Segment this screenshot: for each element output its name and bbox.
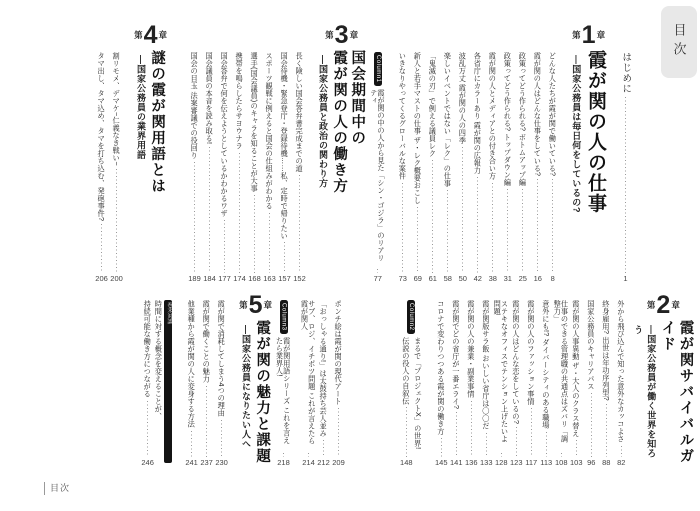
toc-entry bbox=[465, 300, 478, 466]
dotted-leader bbox=[552, 179, 553, 272]
toc-lower-band bbox=[36, 291, 700, 467]
chapter-title-group bbox=[240, 320, 271, 464]
page-number: 141 bbox=[449, 457, 463, 467]
entry-title: 「おっしゃる通り!」は太鼓持ち芸人並み bbox=[319, 300, 329, 438]
chapter-5-block bbox=[184, 291, 276, 467]
page-footer-label: 目次 bbox=[44, 482, 70, 495]
entry-title: コロナで変わりつつある霞が関の働き方 bbox=[436, 300, 446, 435]
toc-entry bbox=[203, 52, 216, 282]
dotted-leader bbox=[194, 162, 195, 272]
dotted-leader bbox=[537, 179, 538, 272]
entry-title: タマ出し、タマ込め、タマを打ち込む、発砲事件? bbox=[97, 52, 107, 222]
entry-title: 国家公務員のキャリアパス bbox=[586, 300, 596, 390]
dotted-leader bbox=[486, 433, 487, 457]
chapter-2-block bbox=[398, 291, 694, 467]
dotted-leader bbox=[456, 412, 457, 456]
dotted-leader bbox=[402, 183, 403, 273]
chapter-title: 霞が関サバイバルガイド bbox=[659, 319, 694, 464]
toc-upper-band bbox=[36, 21, 700, 283]
page-number: 103 bbox=[569, 457, 583, 467]
chapter-subtitle: ―国家公務員の業界用語 bbox=[135, 54, 146, 159]
chapter-number-prefix: 第 bbox=[646, 300, 656, 310]
entry-title: 政策ってどう作られる? トップダウン編 bbox=[503, 52, 513, 187]
entry-title: 国会議員の本音を読み取る! bbox=[205, 52, 215, 145]
chapter-subtitle: ―国家公務員と政治の関わり方 bbox=[318, 54, 328, 188]
toc-entry bbox=[278, 52, 291, 282]
chapter-subtitle: ―国家公務員が働く世界を知ろう bbox=[633, 324, 657, 458]
chapter-1-block bbox=[369, 21, 611, 283]
toc-entry bbox=[486, 52, 499, 282]
entry-title: 霞が関で消耗してしまう4つの理由 bbox=[217, 300, 227, 417]
chapter-number bbox=[239, 291, 273, 319]
toc-entry bbox=[95, 52, 108, 282]
entry-title: 「鬼滅の刃」で例える議員レク bbox=[428, 52, 438, 157]
entry-title: 霞が関の人のファッション事情 bbox=[526, 300, 536, 405]
dotted-leader bbox=[447, 190, 448, 273]
chapter-entries bbox=[184, 294, 229, 466]
dotted-leader bbox=[516, 427, 517, 456]
entry-title: サブ、ロジ、イチポツ問題 これが言えたら霞が関人 bbox=[300, 300, 317, 445]
chapter-number bbox=[325, 21, 359, 49]
dotted-leader bbox=[147, 401, 148, 457]
column-badge: Column1 bbox=[374, 52, 382, 86]
chapter-number bbox=[572, 21, 606, 49]
toc-entry bbox=[302, 300, 315, 466]
page-number: 218 bbox=[277, 457, 290, 467]
toc-entry bbox=[263, 52, 276, 282]
chapter-number-suffix: 章 bbox=[349, 30, 359, 40]
entry-title: 割リモメ、デマケ~仁義なき戦い~ bbox=[112, 52, 122, 166]
chapter-number-suffix: 章 bbox=[158, 30, 167, 40]
page-number: 128 bbox=[494, 457, 508, 467]
entry-title: 霞が関で働くことの魅力 bbox=[202, 300, 212, 383]
chapter-ch4b-block bbox=[276, 294, 346, 466]
entry-title: 伝説の役人の自叙伝 bbox=[401, 336, 411, 405]
toc-entry bbox=[531, 52, 544, 282]
page-number: 108 bbox=[554, 457, 568, 467]
entry-title: 霞が関の人事異動 ザ・大人のクラス替え bbox=[571, 300, 581, 438]
toc-entry bbox=[570, 300, 583, 466]
page-number: 1 bbox=[623, 273, 628, 283]
entry-title: 霞が関の中の人から見た「シン・ゴジラ」のリアリティ bbox=[369, 88, 386, 262]
entry-title: ステキなオフィスでテンション上げたいよ問題 bbox=[493, 300, 510, 443]
chapter-title: 霞が関の人の働き方 bbox=[331, 49, 348, 194]
chapter-subtitle: ―国家公務員は毎日何をしているの? bbox=[571, 54, 582, 213]
page-number: 96 bbox=[587, 457, 596, 467]
chapter-5-header bbox=[239, 291, 273, 466]
entry-title: 霞が関の人とメディアとの付き合い方 bbox=[488, 52, 498, 180]
chapter-title: 国会期間中の bbox=[349, 49, 366, 146]
chapter-2-header bbox=[633, 291, 694, 466]
toc-entry bbox=[450, 300, 463, 466]
entry-title: 霞が関でどの省庁が一番エライ? bbox=[451, 300, 461, 410]
entry-title: 選手(国会議員)のキャラを知ることが大事 bbox=[250, 52, 260, 193]
toc-entry bbox=[456, 52, 469, 282]
appendix-dialogue-block bbox=[140, 294, 172, 466]
page-number: 212 bbox=[317, 457, 330, 467]
entry-title: 霞が関版サラ飯 おいしい省庁は〇〇だ bbox=[481, 300, 491, 430]
toc-entry bbox=[399, 300, 423, 466]
chapter-number-prefix: 第 bbox=[572, 30, 581, 40]
page-number: 177 bbox=[218, 273, 231, 283]
dotted-leader bbox=[492, 183, 493, 273]
toc-entry bbox=[516, 52, 529, 282]
entry-title: 各省庁にカラーあり 霞が関の広報力 bbox=[473, 52, 483, 175]
page-number: 148 bbox=[400, 457, 413, 467]
dotted-leader bbox=[308, 453, 309, 456]
page-number: 123 bbox=[509, 457, 523, 467]
dotted-leader bbox=[284, 242, 285, 272]
page-number: 214 bbox=[302, 457, 315, 467]
chapter-title-group bbox=[317, 50, 366, 194]
dotted-leader bbox=[522, 189, 523, 272]
page-number: 200 bbox=[110, 273, 123, 283]
page-number: 152 bbox=[293, 273, 306, 283]
page-number: 38 bbox=[488, 273, 497, 283]
appendix-badge: 巻末対談 bbox=[164, 300, 172, 463]
entry-title: 携帯を鳴らしたらサヨウナラ bbox=[235, 52, 245, 150]
entry-title: 霞が関の人の兼業・副業事情 bbox=[466, 300, 476, 398]
dotted-leader bbox=[206, 386, 207, 457]
chapter-3-block bbox=[187, 21, 370, 283]
toc-entry bbox=[600, 300, 613, 466]
column-badge: Column2 bbox=[407, 300, 415, 334]
chapter-number-prefix: 第 bbox=[325, 30, 334, 40]
dotted-leader bbox=[269, 213, 270, 273]
page-number: 184 bbox=[203, 273, 216, 283]
entry-title: 持続可能な働き方につながる bbox=[143, 300, 153, 398]
entry-title: はじめに bbox=[620, 52, 632, 94]
dotted-leader bbox=[561, 453, 562, 457]
dotted-leader bbox=[254, 195, 255, 272]
dotted-leader bbox=[224, 220, 225, 273]
dotted-leader bbox=[531, 408, 532, 457]
toc-entry bbox=[495, 300, 508, 466]
toc-entry bbox=[293, 52, 306, 282]
column-badge: Column3 bbox=[280, 300, 288, 334]
dotted-leader bbox=[221, 420, 222, 457]
entry-title: 国会答弁で何を伝えようとしているかわかるワザ bbox=[220, 52, 230, 217]
toc-entry bbox=[332, 300, 345, 466]
page-number: 206 bbox=[95, 273, 108, 283]
page-number: 246 bbox=[141, 457, 154, 467]
toc-entry bbox=[248, 52, 261, 282]
dotted-leader bbox=[417, 207, 418, 272]
entry-title: 霞が関の人はどんな恋をしているの? bbox=[511, 300, 521, 425]
entry-title: いきなりやってくるグローバルな案件 bbox=[398, 52, 408, 180]
entry-title: 仕事のできる管理職の共通点はズバリ「調整力」 bbox=[553, 300, 570, 443]
chapter-number-digit: 1 bbox=[581, 21, 596, 49]
entry-title: 他業種から霞が関の人に変身する方法 bbox=[187, 300, 197, 428]
page-number: 136 bbox=[464, 457, 478, 467]
dotted-leader bbox=[576, 440, 577, 456]
chapter-1-header bbox=[570, 21, 607, 282]
entry-title: 国会の目玉 法案審議での役回り bbox=[190, 52, 200, 160]
chapter-title-group bbox=[632, 320, 694, 467]
entry-title: 終身雇用? 出世は年功序列型? bbox=[601, 300, 611, 401]
toc-entry bbox=[141, 300, 154, 466]
dotted-leader bbox=[507, 189, 508, 272]
dotted-leader bbox=[501, 453, 502, 457]
page-number: 163 bbox=[263, 273, 276, 283]
chapter-number bbox=[646, 291, 680, 319]
toc-entry bbox=[525, 300, 538, 466]
toc-entry bbox=[110, 52, 123, 282]
toc-entry bbox=[215, 300, 228, 466]
entry-title: 長く険しい国会答弁書完成までの道 bbox=[295, 52, 305, 172]
toc-entry bbox=[441, 52, 454, 282]
chapter-3-header bbox=[317, 21, 366, 282]
chapter-number-digit: 2 bbox=[656, 291, 671, 319]
toc-entry bbox=[371, 52, 384, 282]
toc-entry bbox=[501, 52, 514, 282]
dotted-leader bbox=[338, 408, 339, 457]
entry-title: 国会待機・緊急登庁・登録待機……私、定時で帰りたい bbox=[280, 52, 290, 240]
dotted-leader bbox=[406, 407, 407, 456]
page-number: 82 bbox=[617, 457, 626, 467]
toc-entry bbox=[317, 300, 330, 466]
chapter-subtitle: ―国家公務員になりたい人へ bbox=[241, 324, 251, 448]
entry-title: 霞が関用語シリーズ これを言えたら業界人! bbox=[275, 336, 292, 444]
page-number: 58 bbox=[443, 273, 452, 283]
entry-title: 楽しいイベントではない「レク」の仕事 bbox=[443, 52, 453, 187]
page-number: 117 bbox=[525, 457, 538, 467]
dotted-leader bbox=[239, 153, 240, 273]
dotted-leader bbox=[377, 269, 378, 273]
dotted-leader bbox=[299, 175, 300, 273]
dotted-leader bbox=[441, 438, 442, 457]
chapter-number-suffix: 章 bbox=[596, 30, 606, 40]
page-number: 50 bbox=[458, 273, 467, 283]
chapter-entries bbox=[370, 24, 560, 282]
entry-title: まるで「プロジェクトX」の世界! bbox=[413, 336, 423, 449]
toc-corner-tab: 目次 bbox=[661, 6, 697, 78]
toc-entry bbox=[435, 300, 448, 466]
chapter-number-digit: 4 bbox=[143, 21, 158, 49]
chapter-number-suffix: 章 bbox=[671, 300, 680, 310]
entry-title: 霞が関の人はどんな仕事をしている? bbox=[533, 52, 543, 177]
page-number: 241 bbox=[185, 457, 198, 467]
dotted-leader bbox=[591, 393, 592, 457]
page-number: 133 bbox=[479, 457, 493, 467]
page-number: 237 bbox=[200, 457, 213, 467]
toc-entry bbox=[546, 52, 559, 282]
dotted-leader bbox=[462, 147, 463, 272]
dotted-leader bbox=[283, 453, 284, 456]
page-number: 61 bbox=[428, 273, 437, 283]
dotted-leader bbox=[606, 404, 607, 457]
dotted-leader bbox=[546, 432, 547, 457]
chapter-title: 霞が関の人の仕事 bbox=[585, 49, 606, 214]
chapter-title: 霞が関の魅力と課題 bbox=[254, 319, 271, 464]
entry-title: 波乱万丈 霞が関の人の四季 bbox=[458, 52, 468, 145]
toc-entry bbox=[411, 52, 424, 282]
chapter-4-header bbox=[134, 21, 167, 282]
page-number: 145 bbox=[434, 457, 448, 467]
page-number: 8 bbox=[550, 273, 555, 283]
page-number: 73 bbox=[398, 273, 407, 283]
page-number: 230 bbox=[215, 457, 228, 467]
toc-entry bbox=[510, 300, 523, 466]
entry-title: 外から飛び込んで知った意外なカッコよさ bbox=[616, 300, 626, 443]
toc-entry bbox=[555, 300, 568, 466]
page-number: 31 bbox=[503, 273, 512, 283]
entry-title: どんな人たちが霞が関で働いている? bbox=[548, 52, 558, 177]
page-number: 168 bbox=[248, 273, 261, 283]
entry-line2-column bbox=[400, 337, 413, 466]
page-number: 42 bbox=[473, 273, 482, 283]
chapter-number-digit: 5 bbox=[248, 291, 263, 319]
dotted-leader bbox=[323, 440, 324, 456]
chapter-4-block bbox=[94, 21, 171, 283]
chapter-number-prefix: 第 bbox=[239, 300, 248, 310]
entry-title: スポーツ観戦に例えると国会の仕組みがわかる bbox=[265, 52, 275, 210]
toc-entry bbox=[540, 300, 553, 466]
chapter-entries bbox=[398, 294, 629, 466]
chapter-title-group bbox=[570, 50, 607, 214]
page-number: 88 bbox=[602, 457, 611, 467]
page-number: 157 bbox=[278, 273, 291, 283]
chapter-entries bbox=[187, 24, 307, 282]
page-number: 189 bbox=[188, 273, 201, 283]
page-number: 209 bbox=[332, 457, 345, 467]
page-number: 69 bbox=[413, 273, 422, 283]
chapter-number-digit: 3 bbox=[334, 21, 349, 49]
dotted-leader bbox=[477, 177, 478, 272]
toc-entry-intro bbox=[617, 24, 634, 282]
dotted-leader bbox=[116, 169, 117, 273]
dotted-leader bbox=[191, 431, 192, 457]
entry-title: 新人と若手マストの仕事 ザ・レク概要おこし bbox=[413, 52, 423, 205]
page-number: 174 bbox=[233, 273, 246, 283]
chapter-title-group bbox=[135, 50, 166, 194]
page-number: 113 bbox=[540, 457, 553, 467]
page-number: 77 bbox=[373, 273, 382, 283]
chapter-number-prefix: 第 bbox=[134, 30, 143, 40]
page-number: 16 bbox=[533, 273, 542, 283]
toc-entry bbox=[426, 52, 439, 282]
toc-entry bbox=[471, 52, 484, 282]
entry-title: 政策ってどう作られる? ボトムアップ編 bbox=[518, 52, 528, 187]
dotted-leader bbox=[471, 401, 472, 457]
chapter-number-suffix: 章 bbox=[263, 300, 273, 310]
dotted-leader bbox=[209, 147, 210, 272]
toc-entry bbox=[200, 300, 213, 466]
entry-title: 意外にも!? ダイバーシティのある職場 bbox=[541, 300, 551, 429]
chapter-title: 謎の霞が関用語とは bbox=[149, 49, 166, 194]
toc-entry bbox=[396, 52, 409, 282]
dotted-leader bbox=[432, 160, 433, 273]
entry-title: ポンチ絵は霞が関の現代アート bbox=[334, 300, 344, 405]
entry-title: 時間に対する概念を変えることが、 bbox=[154, 300, 164, 420]
toc-entry bbox=[480, 300, 493, 466]
toc-entry bbox=[585, 300, 598, 466]
dotted-leader bbox=[621, 446, 622, 457]
page-number: 25 bbox=[518, 273, 527, 283]
toc-entry bbox=[185, 300, 198, 466]
toc-entry bbox=[615, 300, 628, 466]
chapter-entries bbox=[276, 294, 346, 466]
dotted-leader bbox=[101, 224, 102, 272]
chapter-entries bbox=[94, 24, 124, 282]
toc-entry bbox=[188, 52, 201, 282]
entry-lines bbox=[399, 337, 423, 466]
toc-entry bbox=[277, 300, 290, 466]
toc-entry bbox=[233, 52, 246, 282]
dotted-leader bbox=[625, 97, 626, 273]
chapter-number bbox=[134, 21, 167, 49]
toc-entry bbox=[218, 52, 231, 282]
